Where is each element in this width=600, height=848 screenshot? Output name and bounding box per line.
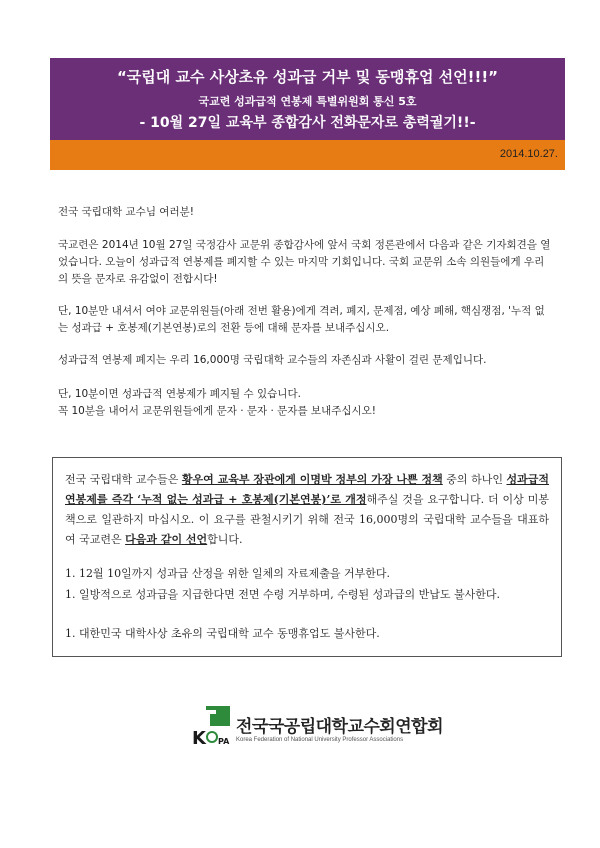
date-bar bbox=[50, 140, 565, 170]
declaration-paragraph bbox=[65, 470, 549, 550]
declaration-text: 합니다. bbox=[207, 533, 243, 546]
header-banner bbox=[50, 58, 565, 140]
document-title: “국립대 교수 사상초유 성과급 거부 및 동맹휴업 선언!!!” bbox=[116, 68, 499, 86]
document-subtitle: 국교련 성과급적 연봉제 특별위원회 통신 5호 bbox=[198, 95, 417, 108]
paragraph-2: 단, 10분만 내셔서 여야 교문위원들(아래 전번 활용)에게 격려, 폐지, 문제점, 예상 폐해, 핵심쟁점, '누적 없는 성과급 + 호봉제(기본연봉)로의 전환 등에 대해 문자를 보내주십시오. bbox=[58, 305, 545, 334]
document-headline: - 10월 27일 교육부 종합감사 전화문자로 총력궐기!!- bbox=[139, 115, 476, 131]
logo-letter-k: K bbox=[192, 728, 206, 748]
declaration-text: 해주실 것을 요구합니다. 더 이상 미봉책으로 일관하지 마십시오. 이 요구를 관철시키기 위해 전국 16,000명의 국립대학 교수들을 대표하여 국교련은 bbox=[65, 493, 549, 546]
paragraph-1: 국교련은 2014년 10월 27일 국정감사 교문위 종합감사에 앞서 국회 정론관에서 다음과 같은 기자회견을 열었습니다. 오늘이 성과급적 연봉제를 폐지할 수 있는 마지막 기회입니다. 국회 교문위 소속 의원들에게 우리의 뜻을 문자로 유감없이 전합시다! bbox=[58, 239, 551, 285]
declaration-emphasis: 성과급적 연봉제를 즉각 ‘누적 없는 성과급 + 호봉제(기본연봉)’로 개정 bbox=[65, 473, 550, 506]
paragraph-4 bbox=[58, 386, 552, 420]
declaration-text: 전국 국립대학 교수들은 bbox=[65, 473, 182, 486]
declaration-emphasis: 황우여 교육부 장관에게 이명박 정부의 가장 나쁜 정책 bbox=[181, 473, 443, 486]
paragraph-3: 성과급적 연봉제 폐지는 우리 16,000명 국립대학 교수들의 자존심과 사활이 걸린 문제입니다. bbox=[58, 354, 487, 366]
declaration-box bbox=[52, 457, 562, 657]
declaration-text: 중의 하나인 bbox=[442, 473, 507, 486]
greeting: 전국 국립대학 교수님 여러분! bbox=[58, 206, 194, 218]
paragraph-4-line-2: 꼭 10분을 내어서 교문위원들에게 문자 · 문자 · 문자를 보내주십시오! bbox=[58, 405, 377, 417]
declaration-emphasis: 다음과 같이 선언 bbox=[125, 533, 208, 546]
logo-letters-pa: PA bbox=[218, 737, 230, 746]
document-date: 2014.10.27. bbox=[499, 148, 558, 160]
declaration-item: 1. 대한민국 대학사상 초유의 국립대학 교수 동맹휴업도 불사한다. bbox=[65, 627, 380, 640]
logo-circle bbox=[207, 732, 217, 742]
paragraph-4-line-1: 단, 10분이면 성과급적 연봉제가 폐지될 수 있습니다. bbox=[58, 388, 301, 400]
declaration-item: 1. 12월 10일까지 성과급 산정을 위한 일체의 자료제출을 거부한다. bbox=[65, 567, 390, 580]
organization-name: 전국국공립대학교수회연합회 bbox=[236, 717, 443, 737]
organization-logo bbox=[192, 706, 452, 754]
kfupa-logo-icon bbox=[192, 706, 232, 748]
organization-english-name: Korea Federation of National University Professor Associations bbox=[236, 737, 404, 743]
declaration-item: 1. 일방적으로 성과급을 지급한다면 전면 수령 거부하며, 수령된 성과급의 반납도 불사한다. bbox=[65, 588, 500, 601]
